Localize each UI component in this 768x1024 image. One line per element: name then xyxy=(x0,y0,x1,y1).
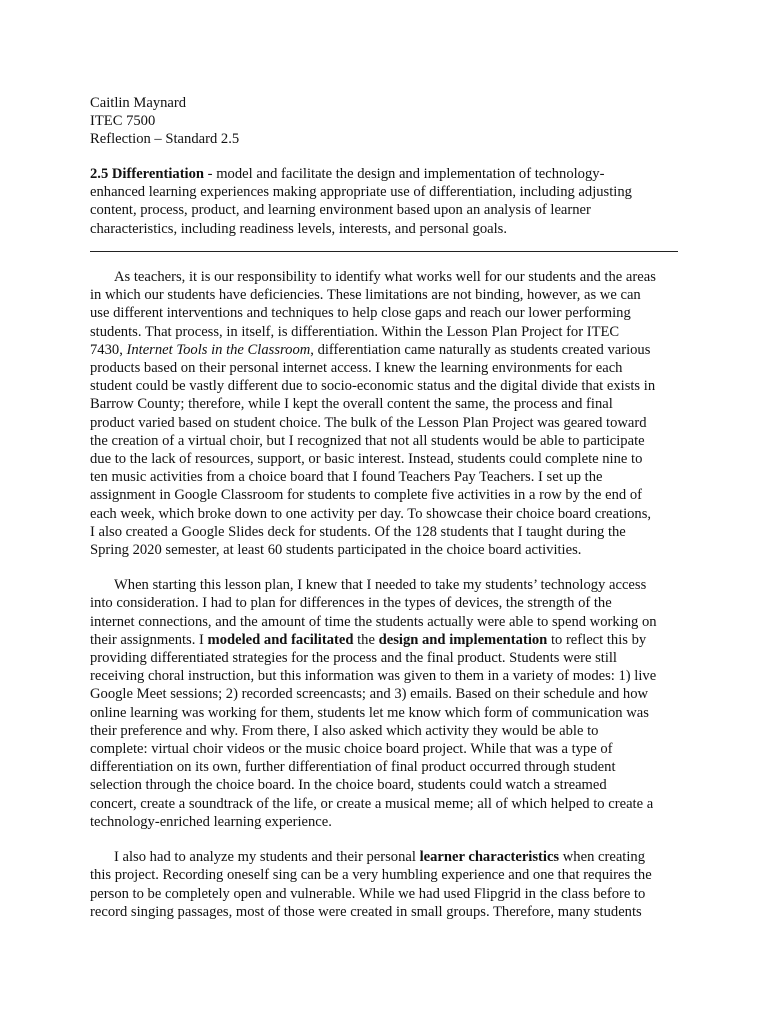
document-title: Reflection – Standard 2.5 xyxy=(90,131,240,147)
paragraph-line: Spring 2020 semester, at least 60 students participated in the choice board activities. xyxy=(90,542,582,559)
standard-line: enhanced learning experiences making appropriate use of differentiation, including adjusting xyxy=(90,184,632,201)
document-header xyxy=(90,94,690,148)
paragraph-line: use different interventions and techniques to help close gaps and reach our lower performing xyxy=(90,305,631,322)
paragraph-line: differentiation on its own, further differentiation of final product occurred through student xyxy=(90,759,616,776)
standard-heading: 2.5 Differentiation xyxy=(90,166,205,182)
emphasis-text: modeled and facilitated xyxy=(207,631,354,648)
emphasis-text: design and implementation xyxy=(378,631,548,648)
paragraph-line: record singing passages, most of those were created in small groups. Therefore, many students xyxy=(90,903,642,920)
emphasis-text: learner characteristics xyxy=(419,849,560,866)
paragraph-line: concert, create a soundtrack of the life, or create a musical meme; all of which helped to create a xyxy=(90,795,654,812)
paragraph-line: each week, which broke down to one activity per day. To showcase their choice board creations, xyxy=(90,505,652,522)
paragraph-line: Google Meet sessions; 2) recorded screencasts; and 3) emails. Based on their schedule and how xyxy=(90,686,649,703)
line-text: their assignments. I xyxy=(90,631,208,648)
paragraph-gap xyxy=(90,831,678,848)
paragraph-line: assignment in Google Classroom for students to complete five activities in a row by the end of xyxy=(90,487,643,504)
horizontal-divider xyxy=(90,251,678,252)
course-title: Internet Tools in the Classroom xyxy=(126,341,311,358)
paragraph-line: technology-enriched learning experience. xyxy=(90,813,332,830)
paragraph-line: selection through the choice board. In the choice board, students could watch a streamed xyxy=(90,777,607,794)
paragraph-line xyxy=(90,341,678,359)
paragraph-line: internet connections, and the amount of time the students actually were able to spend working on xyxy=(90,613,657,630)
paragraph-line: I also created a Google Slides deck for students. Of the 128 students that I taught during the xyxy=(90,523,626,540)
line-text: When starting this lesson plan, I knew that I needed to take my students’ technology access xyxy=(114,577,647,594)
paragraph-line: providing differentiated strategies for the process and the final product. Students were still xyxy=(90,650,617,667)
paragraph-line: students. That process, in itself, is differentiation. Within the Lesson Plan Project for ITEC xyxy=(90,323,620,340)
reflection-body xyxy=(90,268,678,921)
line-text: As teachers, it is our responsibility to identify what works well for our students and the areas xyxy=(114,269,656,285)
paragraph-3 xyxy=(90,848,678,921)
line-text: the xyxy=(353,631,379,648)
paragraph-2 xyxy=(90,576,678,831)
paragraph-line: person to be completely open and vulnerable. While we had used Flipgrid in the class before to xyxy=(90,885,646,902)
paragraph-line xyxy=(90,268,678,286)
line-text: to reflect this by xyxy=(547,631,647,648)
paragraph-line xyxy=(90,631,678,649)
author-name: Caitlin Maynard xyxy=(90,95,187,111)
line-text: I also had to analyze my students and their personal xyxy=(114,849,420,866)
paragraph-1 xyxy=(90,268,678,559)
paragraph-line: Barrow County; therefore, while I kept the overall content the same, the process and final xyxy=(90,396,613,413)
paragraph-line: their preference and why. From there, I also asked which activity they would be able to xyxy=(90,722,599,739)
paragraph-gap xyxy=(90,559,678,576)
standard-line: content, process, product, and learning environment based upon an analysis of learner xyxy=(90,202,591,219)
standard-line: characteristics, including readiness levels, interests, and personal goals. xyxy=(90,220,508,237)
line-text: when creating xyxy=(559,849,646,866)
line-text: , differentiation came naturally as students created various xyxy=(310,341,651,358)
paragraph-line: online learning was working for them, students let me know which form of communication was xyxy=(90,704,649,721)
paragraph-line: student could be vastly different due to socio-economic status and the digital divide that exists in xyxy=(90,378,656,395)
line-text: 7430, xyxy=(90,341,127,358)
paragraph-line: ten music activities from a choice board that I found Teachers Pay Teachers. I set up the xyxy=(90,469,603,486)
paragraph-line: this project. Recording oneself sing can be a very humbling experience and one that requires the xyxy=(90,867,652,884)
standard-definition xyxy=(90,165,678,238)
standard-line xyxy=(90,165,678,183)
paragraph-line: the creation of a virtual choir, but I recognized that not all students would be able to participate xyxy=(90,432,645,449)
paragraph-line: receiving choral instruction, but this information was given to them in a variety of modes: 1) live xyxy=(90,668,657,685)
paragraph-line xyxy=(90,576,678,594)
standard-text: - model and facilitate the design and implementation of technology- xyxy=(204,166,605,182)
paragraph-line: due to the lack of resources, support, or basic interest. Instead, students could complete nine to xyxy=(90,451,643,468)
paragraph-line: into consideration. I had to plan for differences in the types of devices, the strength of the xyxy=(90,595,612,612)
paragraph-line xyxy=(90,848,678,866)
paragraph-line: in which our students have deficiencies. These limitations are not binding, however, as we can xyxy=(90,287,641,304)
paragraph-line: complete: virtual choir videos or the music choice board project. While that was a type of xyxy=(90,741,613,758)
course-code: ITEC 7500 xyxy=(90,113,156,129)
paragraph-line: product varied based on student choice. The bulk of the Lesson Plan Project was geared toward xyxy=(90,414,647,431)
paragraph-line: products based on their personal internet access. I knew the learning environments for each xyxy=(90,360,623,377)
